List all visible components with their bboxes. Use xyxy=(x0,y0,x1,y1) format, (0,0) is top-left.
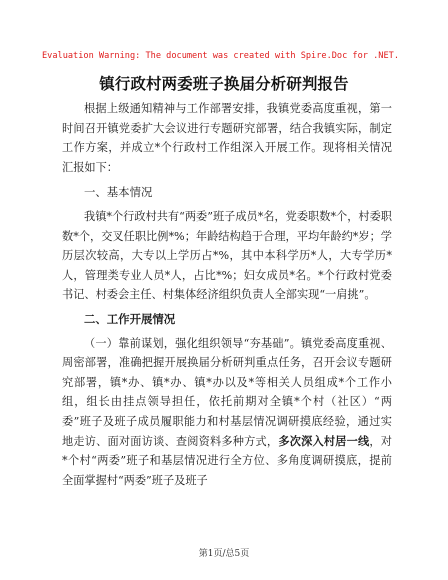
section-heading-work: 二、工作开展情况 xyxy=(84,311,176,326)
section-heading-basic: 一、基本情况 xyxy=(84,185,153,200)
page-footer: 第1页/总5页 xyxy=(198,549,250,559)
work-paragraph xyxy=(62,334,392,491)
document-body xyxy=(62,99,392,490)
evaluation-warning: Evaluation Warning: The document was created with Spire.Doc for .NET. xyxy=(42,51,399,61)
document-title: 镇行政村两委班子换届分析研判报告 xyxy=(99,75,349,93)
basic-info-paragraph: 我镇*个行政村共有“两委”班子成员*名，党委职数*个，村委职数*个，交叉任职比例*%；年龄结构趋于合理，平均年龄约*岁；学历层次较高，大专以上学历占*%，其中本科学历*人，大专学历*人，管理类专业人员*人，占比*%；妇女成员*名。*个行政村党委书记、村委会主任、村集体经济组织负责人全部实现“一肩挑”。 xyxy=(62,209,392,302)
intro-paragraph: 根据上级通知精神与工作部署安排，我镇党委高度重视，第一时间召开镇党委扩大会议进行专题研究部署，结合我镇实际，制定工作方案，并成立*个行政村工作组深入开展工作。现将相关情况汇报如下： xyxy=(62,102,392,174)
work-emphasis-text: 多次深入村居一线 xyxy=(278,434,370,448)
work-text-part2: ，对*个村“两委”班子和基层情况进行全方位、多角度调研摸底，提前全面掌握村“两委”班子及班子 xyxy=(62,434,392,487)
work-text-part1: （一）靠前谋划，强化组织领导“夯基础”。镇党委高度重视、周密部署，准确把握开展换届分析研判重点任务，召开会议专题研究部署，镇*办、镇*办、镇*办以及*等相关人员组成*个工作小组，组长由挂点领导担任，依托前期对全镇*个村（社区）“两委”班子及班子成员履职能力和村基层情况调研摸底经验，通过实地走访、面对面访谈、查阅资料多种方式， xyxy=(62,336,392,448)
